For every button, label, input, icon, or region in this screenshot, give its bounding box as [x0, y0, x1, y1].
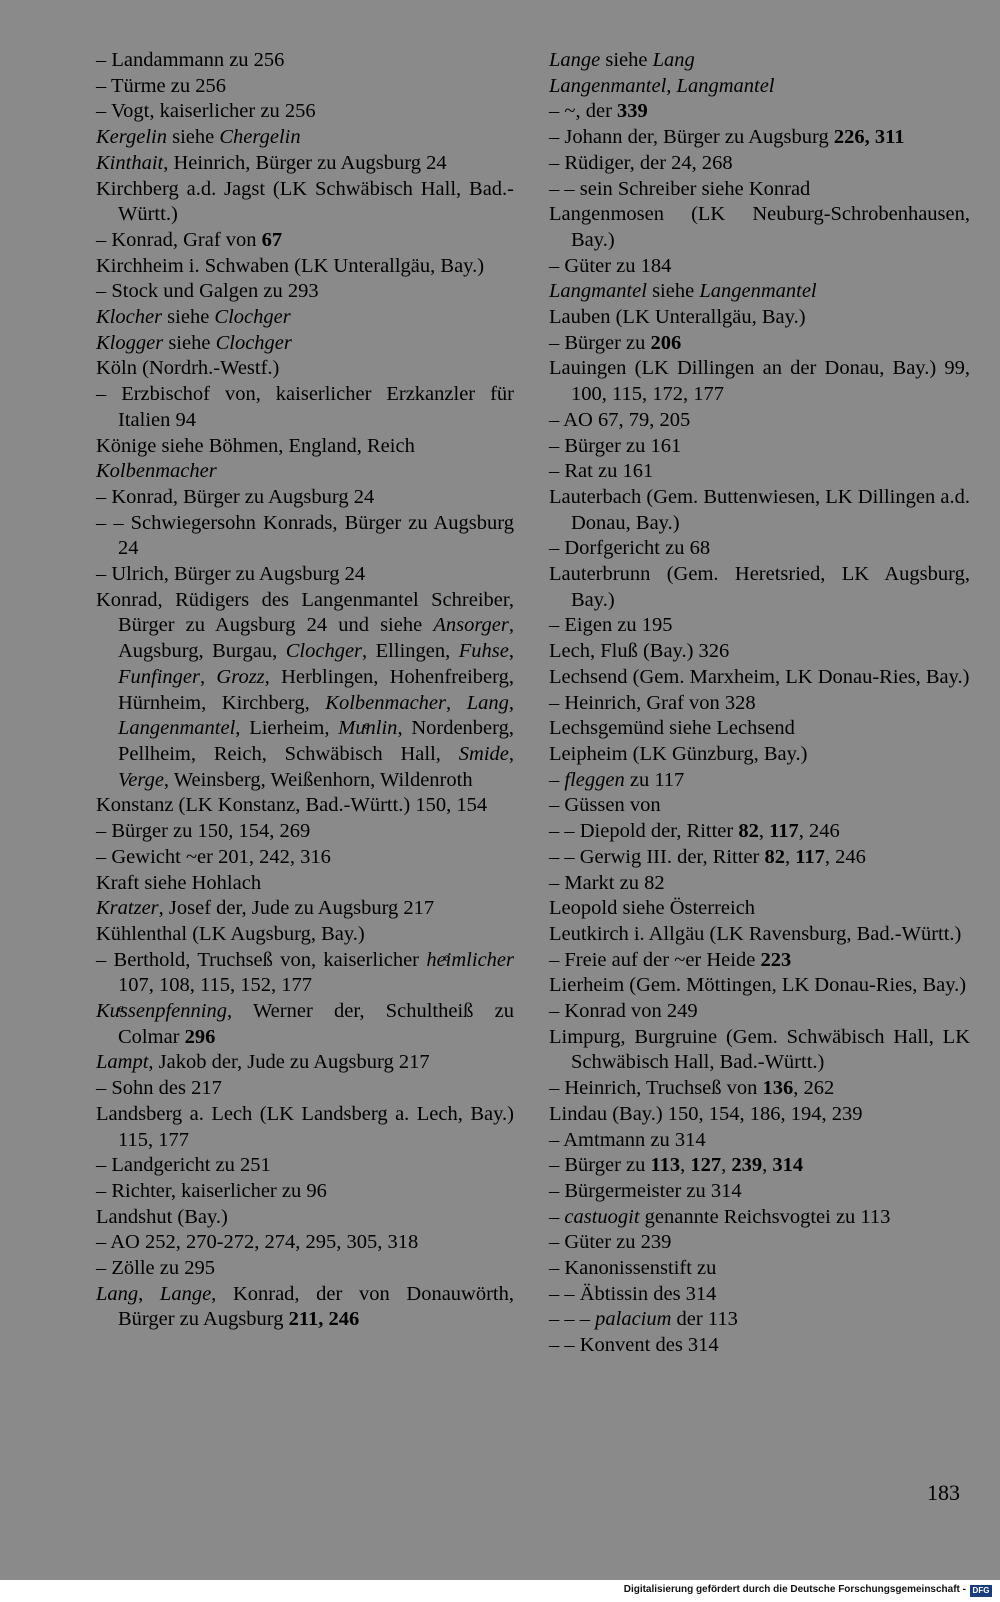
entry-text: Köln (Nordrh.-Westf.) [96, 357, 280, 380]
entry-text: – AO 252, 270-272, 274, 295, 305, 318 [96, 1231, 419, 1254]
entry-text: – Richter, kaiserlicher zu 96 [96, 1179, 327, 1202]
italic-term: Lampt [96, 1051, 149, 1074]
dfg-logo-icon: DFG [970, 1585, 992, 1597]
entry-text: Lauben (LK Unterallgäu, Bay.) [549, 306, 806, 329]
entry-text: 107, 108, 115, 152, 177 [118, 974, 312, 997]
bold-reference: 211, 246 [288, 1308, 360, 1331]
entry-text: , [508, 742, 514, 765]
entry-text: – Freie auf der ~er Heide [549, 948, 761, 971]
entry-text: , [758, 820, 770, 843]
italic-term: Kuͤssenpfenning [96, 1000, 227, 1023]
index-entry [549, 948, 970, 974]
index-entry [96, 871, 514, 897]
index-entry [96, 819, 514, 845]
italic-term: Fuhse [458, 640, 509, 663]
italic-term: Klocher [96, 306, 163, 329]
index-entry [96, 74, 514, 100]
index-entry [96, 1050, 514, 1076]
index-entry [96, 331, 514, 357]
index-entry [549, 459, 970, 485]
entry-text: – Rat zu 161 [549, 460, 654, 483]
bold-reference: 113 [650, 1154, 681, 1177]
italic-term: Verge [118, 768, 164, 791]
entry-text: – – sein Schreiber siehe Konrad [549, 177, 811, 200]
entry-text: – Eigen zu 195 [549, 614, 673, 637]
index-entry [96, 1256, 514, 1282]
index-entry [96, 1282, 514, 1333]
entry-text: – AO 67, 79, 205 [549, 408, 691, 431]
footer-bar [0, 1580, 1000, 1602]
index-entry [549, 973, 970, 999]
entry-text: , Augsburg, Burgau, [118, 614, 514, 663]
entry-text: – Güter zu 239 [549, 1231, 672, 1254]
entry-text: – Konrad, Graf von [96, 228, 262, 251]
bold-reference: 339 [617, 100, 648, 123]
entry-text: – Berthold, Truchseß von, kaiserlicher [96, 948, 427, 971]
entry-text: , [508, 640, 514, 663]
entry-text: , [785, 845, 796, 868]
index-entry [549, 125, 970, 151]
index-entry [96, 125, 514, 151]
index-entry [549, 1230, 970, 1256]
index-entry [549, 151, 970, 177]
entry-text: – Konrad, Bürger zu Augsburg 24 [96, 485, 375, 508]
italic-term: Grozz [216, 665, 265, 688]
index-entry [549, 1307, 970, 1333]
index-entry [96, 1179, 514, 1205]
footer-credit-text: Digitalisierung gefördert durch die Deutsche Forschungsgemeinschaft - [623, 1584, 966, 1595]
bold-reference: 239 [731, 1154, 763, 1177]
entry-text: , Heinrich, Bürger zu Augsburg 24 [163, 151, 447, 174]
entry-text: – Markt zu 82 [549, 871, 665, 894]
index-entry [549, 922, 970, 948]
index-entry [96, 254, 514, 280]
index-entry [549, 48, 970, 74]
entry-text: – Bürger zu 150, 154, 269 [96, 820, 311, 843]
index-entry [549, 1076, 970, 1102]
entry-text: Kraft siehe Hohlach [96, 871, 262, 894]
index-entry [549, 1102, 970, 1128]
bold-reference: 136 [762, 1077, 794, 1100]
entry-text: Lierheim (Gem. Möttingen, LK Donau-Ries, Bay.) [549, 974, 967, 997]
italic-term: Kolbenmacher [96, 460, 217, 483]
index-entry [96, 511, 514, 562]
italic-term: Langenmantel [118, 717, 236, 740]
index-entry [549, 1256, 970, 1282]
index-entry [549, 434, 970, 460]
index-entry [96, 999, 514, 1050]
italic-term: Clochger [214, 306, 291, 329]
italic-term: Muͤnlin [338, 717, 398, 740]
entry-text: – Erzbischof von, kaiserlicher Erzkanzler für Italien 94 [96, 383, 514, 431]
entry-text: Landsberg a. Lech (LK Landsberg a. Lech, Bay.) 115, 177 [96, 1102, 514, 1151]
entry-text: Lindau (Bay.) 150, 154, 186, 194, 239 [549, 1102, 863, 1125]
page-number: 183 [927, 1480, 960, 1505]
index-entry [549, 1179, 970, 1205]
italic-term: fleggen [564, 768, 625, 791]
index-entry [549, 279, 970, 305]
index-entry [96, 177, 514, 228]
entry-text: – Amtmann zu 314 [549, 1128, 706, 1151]
italic-term: Kolbenmacher [325, 691, 446, 714]
entry-text: Leipheim (LK Günzburg, Bay.) [549, 742, 808, 765]
entry-text: , [680, 1154, 691, 1177]
index-entry [549, 999, 970, 1025]
index-entry [96, 48, 514, 74]
italic-term: Langenmantel, Langmantel [549, 74, 775, 97]
index-entry [549, 819, 970, 845]
entry-text: Langenmosen (LK Neuburg-Schrobenhausen, Bay.) [549, 203, 970, 251]
italic-term: castuogit [564, 1205, 640, 1228]
entry-text: – Güter zu 184 [549, 254, 672, 277]
entry-text: – Zölle zu 295 [96, 1257, 215, 1280]
entry-text: – Heinrich, Truchseß von [549, 1077, 763, 1100]
entry-text: – Landgericht zu 251 [96, 1154, 271, 1177]
index-entry [96, 485, 514, 511]
entry-text: Landshut (Bay.) [96, 1205, 228, 1228]
entry-text: – Johann der, Bürger zu Augsburg [549, 126, 834, 149]
entry-text: , Ellingen, [362, 640, 459, 663]
italic-term: Lange [549, 49, 601, 71]
entry-text: , [721, 1154, 732, 1177]
entry-text: , 262 [793, 1077, 835, 1100]
index-entry [96, 845, 514, 871]
entry-text: , Werner der, Schultheiß zu Colmar [118, 1000, 514, 1048]
entry-text: siehe [166, 126, 220, 149]
entry-text: Konrad, Rüdigers des Langenmantel Schreiber, Bürger zu Augsburg 24 und siehe [96, 588, 514, 637]
entry-text: – Dorfgericht zu 68 [549, 537, 711, 560]
italic-term: Ansorger [433, 614, 509, 637]
entry-text: – [549, 1205, 565, 1228]
entry-text: , [446, 691, 467, 714]
entry-text: Leutkirch i. Allgäu (LK Ravensburg, Bad.-Württ.) [549, 922, 962, 945]
entry-text: , Josef der, Jude zu Augsburg 217 [158, 897, 435, 920]
entry-text: Lauterbach (Gem. Buttenwiesen, LK Dillingen a.d. Donau, Bay.) [549, 485, 970, 534]
entry-text: – Stock und Galgen zu 293 [96, 280, 319, 303]
entry-text: – Güssen von [549, 794, 661, 817]
italic-term: Lang [96, 1282, 139, 1305]
bold-reference: 223 [760, 948, 792, 971]
index-entry [549, 485, 970, 536]
entry-text: Kirchberg a.d. Jagst (LK Schwäbisch Hall, Bad.-Württ.) [96, 177, 514, 226]
entry-text: Kirchheim i. Schwaben (LK Unterallgäu, Bay.) [96, 254, 485, 277]
entry-text: – Türme zu 256 [96, 74, 226, 97]
entry-text: – Ulrich, Bürger zu Augsburg 24 [96, 563, 366, 586]
entry-text: , [138, 1282, 160, 1305]
index-entry [96, 99, 514, 125]
index-entry [549, 1153, 970, 1179]
entry-text: , Jakob der, Jude zu Augsburg 217 [148, 1051, 430, 1074]
entry-text: – Vogt, kaiserlicher zu 256 [96, 100, 316, 123]
entry-text: Leopold siehe Österreich [549, 897, 756, 920]
italic-term: Lang [466, 691, 509, 714]
italic-term: Kinthait [96, 151, 164, 174]
entry-text: Kühlenthal (LK Augsburg, Bay.) [96, 922, 365, 945]
entry-text: Limpurg, Burgruine (Gem. Schwäbisch Hall, LK Schwäbisch Hall, Bad.-Württ.) [549, 1025, 970, 1074]
index-entry [549, 536, 970, 562]
index-entry [96, 562, 514, 588]
italic-term: palacium [595, 1308, 672, 1331]
entry-text: genannte Reichsvogtei zu 113 [639, 1205, 891, 1228]
italic-term: heͤimlicher [426, 948, 514, 971]
index-entry [96, 1153, 514, 1179]
index-entry [549, 356, 970, 407]
index-column-right [549, 48, 970, 1359]
entry-text: , [200, 665, 217, 688]
italic-term: Clochger [215, 331, 292, 354]
italic-term: Langmantel [549, 280, 647, 303]
index-entry [549, 202, 970, 253]
bold-reference: 82 [738, 820, 759, 843]
index-entry [96, 459, 514, 485]
index-entry [96, 1102, 514, 1153]
italic-term: Lange [159, 1282, 212, 1305]
entry-text: – Bürger zu [549, 1154, 651, 1177]
entry-text: , Weinsberg, Weißenhorn, Wildenroth [163, 768, 473, 791]
entry-text: zu 117 [624, 768, 685, 791]
index-entry [96, 382, 514, 433]
index-entry [549, 742, 970, 768]
italic-term: Langenmantel [699, 280, 817, 303]
entry-text: – Heinrich, Graf von 328 [549, 691, 756, 714]
index-entry [96, 922, 514, 948]
index-entry [549, 99, 970, 125]
entry-text: – Bürgermeister zu 314 [549, 1179, 742, 1202]
index-entry [549, 613, 970, 639]
italic-term: Kergelin [96, 126, 167, 149]
bold-reference: 117 [769, 820, 799, 843]
entry-text: , Herblingen, Hohenfreiberg, Hürnheim, Kirchberg, [118, 665, 514, 714]
index-entry [96, 1205, 514, 1231]
index-entry [549, 1025, 970, 1076]
entry-text: , Lierheim, [235, 717, 339, 740]
entry-text: – ~, der [549, 100, 618, 123]
index-entry [549, 305, 970, 331]
entry-text: Konstanz (LK Konstanz, Bad.-Württ.) 150, 154 [96, 794, 488, 817]
entry-text: – Sohn des 217 [96, 1077, 222, 1100]
index-entry [96, 151, 514, 177]
bold-reference: 82 [764, 845, 786, 868]
entry-text: Könige siehe Böhmen, England, Reich [96, 434, 415, 457]
index-entry [96, 793, 514, 819]
italic-term: Funfinger [118, 665, 200, 688]
index-entry [549, 254, 970, 280]
entry-text: Lechsgemünd siehe Lechsend [549, 717, 795, 740]
bold-reference: 296 [184, 1025, 216, 1048]
index-entry [549, 1282, 970, 1308]
entry-text: siehe [162, 306, 215, 329]
entry-text: – – Konvent des 314 [549, 1334, 719, 1357]
index-column-left [96, 48, 514, 1333]
entry-text: – – Diepold der, Ritter [549, 820, 739, 843]
bold-reference: 67 [261, 228, 283, 251]
index-entry [96, 1230, 514, 1256]
index-entry [96, 305, 514, 331]
entry-text: Lechsend (Gem. Marxheim, LK Donau-Ries, Bay.) [549, 665, 970, 688]
entry-text: – – – [549, 1308, 596, 1331]
index-entry [549, 896, 970, 922]
entry-text: – [549, 768, 565, 791]
entry-text: – Landammann zu 256 [96, 49, 285, 71]
bold-reference: 117 [795, 845, 825, 868]
index-entry [549, 1205, 970, 1231]
entry-text: – – Äbtissin des 314 [549, 1282, 717, 1305]
index-entry [549, 562, 970, 613]
index-entry [549, 691, 970, 717]
italic-term: Clochger [285, 640, 363, 663]
entry-text: Lech, Fluß (Bay.) 326 [549, 640, 730, 663]
entry-text: – Kanonissenstift zu [549, 1257, 717, 1280]
bold-reference: 314 [772, 1154, 804, 1177]
entry-text: – Bürger zu 161 [549, 434, 682, 457]
index-entry [549, 665, 970, 691]
index-entry [96, 896, 514, 922]
entry-text: – Rüdiger, der 24, 268 [549, 151, 733, 174]
entry-text: – – Gerwig III. der, Ritter [549, 845, 765, 868]
index-entry [96, 588, 514, 794]
entry-text: – Bürger zu [549, 331, 651, 354]
entry-text: – – Schwiegersohn Konrads, Bürger zu Augsburg 24 [96, 511, 514, 560]
entry-text: – Gewicht ~er 201, 242, 316 [96, 845, 331, 868]
index-entry [96, 434, 514, 460]
italic-term: Smide [458, 742, 509, 765]
index-entry [549, 1128, 970, 1154]
index-entry [549, 768, 970, 794]
italic-term: Chergelin [219, 126, 301, 149]
entry-text: Lauingen (LK Dillingen an der Donau, Bay.) 99, 100, 115, 172, 177 [549, 357, 970, 406]
bold-reference: 206 [650, 331, 682, 354]
index-entry [549, 74, 970, 100]
index-entry [549, 177, 970, 203]
index-entry [549, 331, 970, 357]
italic-term: Lang [652, 49, 695, 71]
italic-term: Klogger [96, 331, 164, 354]
bold-reference: 226, 311 [833, 126, 905, 149]
entry-text: – Konrad von 249 [549, 1000, 698, 1023]
entry-text: Lauterbrunn (Gem. Heretsried, LK Augsburg, Bay.) [549, 563, 970, 611]
index-entry [96, 356, 514, 382]
index-entry [96, 1076, 514, 1102]
bold-reference: 127 [690, 1154, 722, 1177]
entry-text: der 113 [671, 1308, 738, 1331]
entry-text: , 246 [824, 845, 866, 868]
index-entry [96, 228, 514, 254]
index-entry [549, 1333, 970, 1359]
entry-text: siehe [163, 331, 216, 354]
entry-text: , [762, 1154, 773, 1177]
index-entry [549, 408, 970, 434]
index-entry [549, 639, 970, 665]
index-entry [549, 793, 970, 819]
index-entry [549, 716, 970, 742]
index-entry [549, 845, 970, 871]
index-entry [96, 948, 514, 999]
entry-text: , Konrad, der von Donauwörth, Bürger zu Augsburg [118, 1282, 514, 1331]
entry-text: siehe [600, 49, 653, 71]
index-entry [549, 871, 970, 897]
index-entry [96, 279, 514, 305]
italic-term: Kratzer [96, 897, 159, 920]
entry-text: , Nordenberg, Pellheim, Reich, Schwäbisch Hall, [118, 717, 514, 765]
entry-text: , 246 [798, 820, 840, 843]
entry-text: , [508, 691, 514, 714]
entry-text: siehe [646, 280, 700, 303]
